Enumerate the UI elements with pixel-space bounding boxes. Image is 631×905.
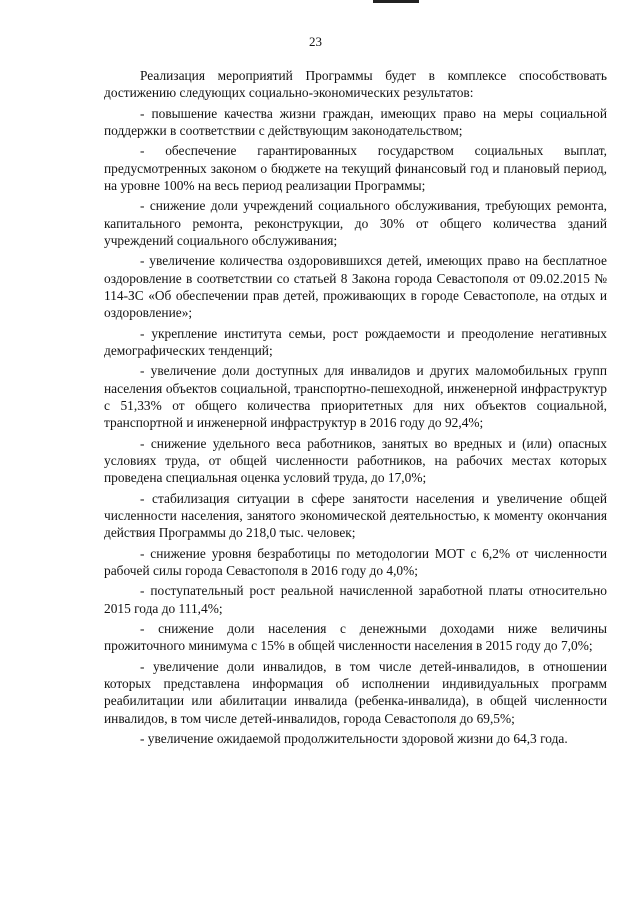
result-item: - стабилизация ситуации в сфере занятости населения и увеличение общей численности населения, занятого экономической деятельностью, к моменту окончания действия Программы до 218,0 тыс. человек; (104, 490, 607, 541)
result-item: - снижение уровня безработицы по методологии МОТ с 6,2% от численности рабочей силы города Севастополя в 2016 году до 4,0%; (104, 545, 607, 578)
result-item: - повышение качества жизни граждан, имеющих право на меры социальной поддержки в соответствии с действующим законодательством; (104, 105, 607, 138)
result-item: - снижение удельного веса работников, занятых во вредных и (или) опасных условиях труда, от общей численности работников, на рабочих местах которых проведена специальная оценка условий труда, до 17,0%; (104, 435, 607, 486)
result-item: - укрепление института семьи, рост рождаемости и преодоление негативных демографических тенденций; (104, 325, 607, 358)
document-body (104, 67, 607, 750)
result-item: - снижение доли населения с денежными доходами ниже величины прожиточного минимума с 15% в общей численности населения в 2015 году до 7,0%; (104, 620, 607, 654)
result-item: - обеспечение гарантированных государством социальных выплат, предусмотренных законом о бюджете на текущий финансовый год и плановый период, на уровне 100% на весь период реализации Программы; (104, 143, 607, 193)
result-item: - увеличение количества оздоровившихся детей, имеющих право на бесплатное оздоровление в соответствии со статьей 8 Закона города Севастополя от 09.02.2015 № 114-ЗС «Об обеспечении прав детей, проживающих в городе Севастополе, на отдых и оздоровление»; (104, 253, 607, 321)
result-item: - увеличение доли доступных для инвалидов и других маломобильных групп населения объектов социальной, транспортно-пешеходной, инженерной инфраструктур с 51,33% от общего количества приоритетных для них объектов социальной, транспортной и инженерной инфраструктур в 2016 году до 92,4%; (104, 363, 607, 431)
top-edge-mark (373, 0, 419, 3)
page-number: 23 (309, 34, 322, 49)
result-item: - увеличение доли инвалидов, в том числе детей-инвалидов, в отношении которых представлена информация об исполнении индивидуальных программ реабилитации или абилитации инвалида (ребенка-инвалида), в общей численности инвалидов, в том числе детей-инвалидов, города Севастополя до 69,5%; (104, 658, 607, 726)
result-item: - снижение доли учреждений социального обслуживания, требующих ремонта, капитального ремонта, реконструкции, до 30% от общего количества зданий учреждений социального обслуживания; (104, 198, 607, 248)
intro-paragraph: Реализация мероприятий Программы будет в комплексе способствовать достижению следующих социально-экономических результатов: (104, 68, 607, 101)
result-item: - увеличение ожидаемой продолжительности здоровой жизни до 64,3 года. (140, 730, 568, 746)
result-item: - поступательный рост реальной начисленной заработной платы относительно 2015 года до 111,4%; (104, 583, 607, 616)
